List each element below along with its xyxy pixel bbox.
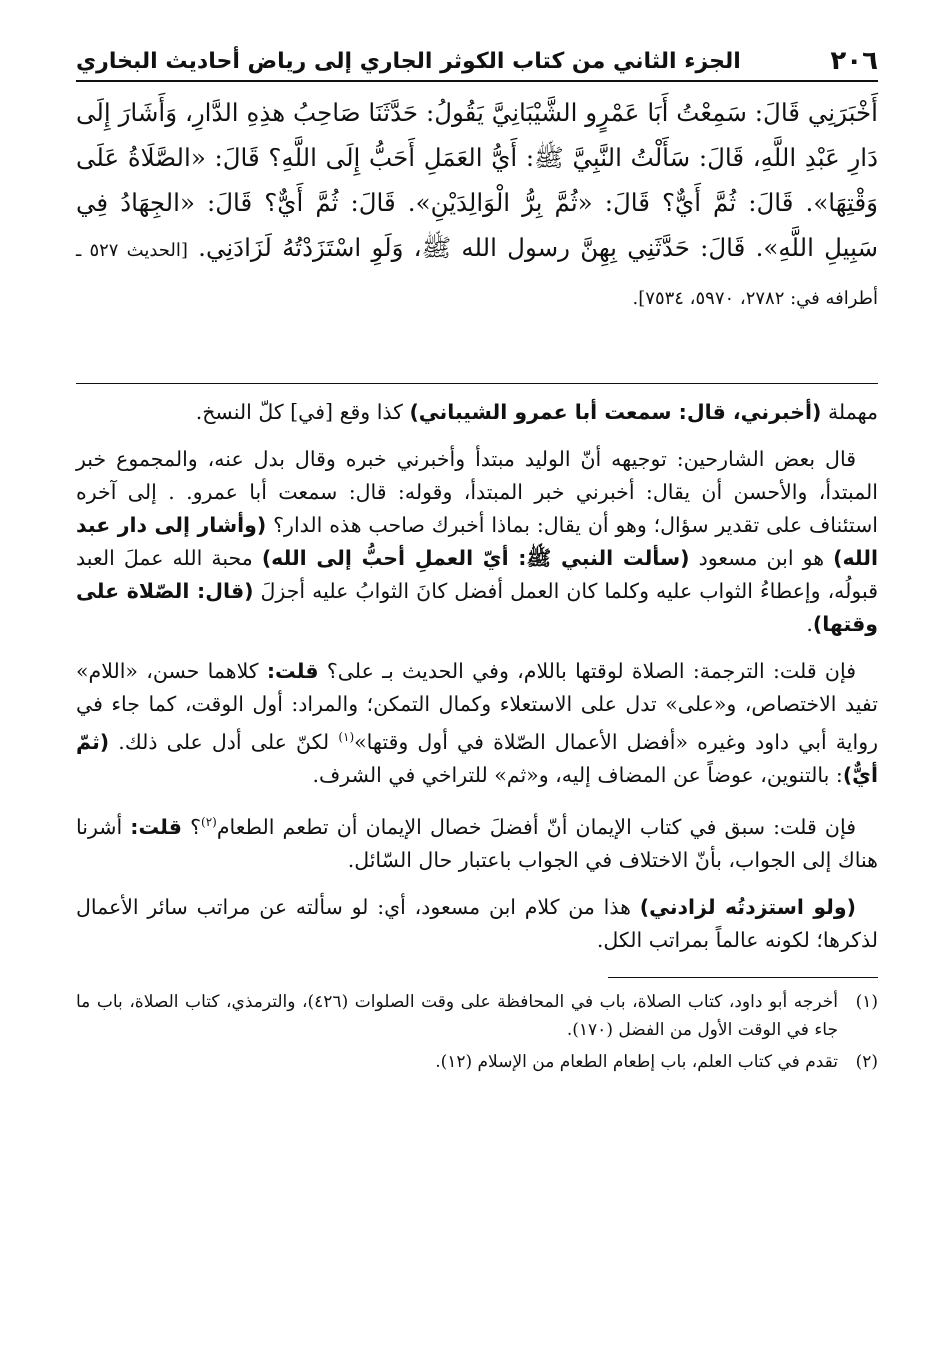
commentary-paragraph-2 — [76, 443, 878, 641]
running-title: الجزء الثاني من كتاب الكوثر الجاري إلى رياض أحاديث البخاري — [76, 49, 741, 74]
commentary-text: أشرنا هناك إلى الجواب، بأنّ الاختلاف في الجواب باعتبار حال السّائل. — [76, 814, 878, 872]
footnote-2 — [76, 1048, 878, 1076]
commentary-text: هو ابن مسعود — [689, 546, 834, 570]
footnote-number: (٢) — [855, 1051, 878, 1072]
commentary-text: . — [806, 612, 813, 636]
text-divider — [76, 383, 878, 384]
commentary-text: كلاهما حسن، «اللام» تفيد الاختصاص، و«على» تدل على الاستعلاء وكمال التمكن؛ والمراد: أول الوقت، كما جاء في رواية أبي داود وغيره «أفضل الأعمال الصّلاة في أول وقتها» — [76, 659, 878, 754]
commentary-bold-quote: (ولو استزدتُه لزادني) — [639, 894, 856, 919]
page-header — [76, 34, 878, 82]
commentary-paragraph-1 — [76, 396, 878, 429]
hadith-text-block — [76, 90, 878, 321]
commentary-paragraph-5 — [76, 891, 878, 957]
commentary-block — [76, 396, 878, 957]
hadith-text: أَخْبَرَنِي قَالَ: سَمِعْتُ أَبَا عَمْرٍو الشَّيْبَانِيَّ يَقُولُ: حَدَّثَنَا صَاحِبُ هذِهِ الدَّارِ، وَأَشَارَ إِلَى دَارِ عَبْدِ اللَّهِ، قَالَ: سَأَلْتُ النَّبِيَّ ﷺ: أَيُّ العَمَلِ أَحَبُّ إِلَى اللَّهِ؟ قَالَ: «الصَّلَاةُ عَلَى وَقْتِهَا». قَالَ: ثُمَّ أَيٌّ؟ قَالَ: «ثُمَّ بِرُّ الْوَالِدَيْنِ». قَالَ: ثُمَّ أَيٌّ؟ قَالَ: «الجِهَادُ فِي سَبِيلِ اللَّهِ». قَالَ: حَدَّثَنِي بِهِنَّ رسول الله ﷺ، وَلَوِ اسْتَزَدْتُهُ لَزَادَنِي. — [76, 98, 878, 262]
commentary-text: فإن قلت: سبق في كتاب الإيمان أنّ أفضلَ خصال الإيمان أن تطعم الطعام — [216, 814, 856, 839]
commentary-bold-quote: (أخبرني، قال: سمعت أبا عمرو الشيباني) — [409, 400, 822, 424]
footnote-number: (١) — [855, 991, 878, 1012]
commentary-bold-quote: قلت: — [266, 659, 319, 683]
commentary-text: قال بعض الشارحين: توجيهه أنّ الوليد مبتدأ وأخبرني خبره وقال بدل عنه، والمجموع خبر المبتدأ، والأحسن أن يقال: أخبرني خبر المبتدأ، وقوله: قال: سمعت أبا عمرو. . إلى آخره استئناف على تقدير سؤال؛ وهو أن يقال: بماذا أخبرك صاحب هذه الدار؟ — [76, 447, 878, 537]
commentary-bold-quote: (قال: الصّلاة على وقتها) — [76, 579, 878, 636]
footnote-text: تقدم في كتاب العلم، باب إطعام الطعام من الإسلام (١٢). — [435, 1051, 838, 1072]
commentary-text: : بالتنوين، عوضاً عن المضاف إليه، و«ثم» للتراخي في الشرف. — [312, 762, 843, 787]
footnote-1 — [76, 988, 878, 1044]
commentary-bold-quote: (سألت النبي ﷺ: أيّ العملِ أحبُّ إلى الله) — [261, 546, 690, 570]
commentary-bold-quote: (ثمّ أيٌّ) — [76, 729, 878, 787]
footnote-marker[interactable]: (١) — [338, 730, 355, 744]
commentary-text: كذا وقع [في] كلّ النسخ. — [195, 400, 410, 424]
footnote-text: أخرجه أبو داود، كتاب الصلاة، باب في المحافظة على وقت الصلوات (٤٢٦)، والترمذي، كتاب الصلاة، باب ما جاء في الوقت الأول من الفضل (١٧٠). — [76, 991, 838, 1040]
page-number: ٢٠٦ — [830, 46, 878, 76]
commentary-text: فإن قلت: الترجمة: الصلاة لوقتها باللام، وفي الحديث بـ على؟ — [318, 659, 856, 683]
commentary-text: هذا من كلام ابن مسعود، أي: لو سألته عن مراتب سائر الأعمال لذكرها؛ لكونه عالماً بمراتب الكل. — [76, 894, 878, 952]
footnotes-block — [76, 988, 878, 1076]
commentary-bold-quote: (وأشار إلى دار عبد الله) — [76, 513, 878, 570]
commentary-text: ؟ — [181, 814, 201, 839]
commentary-text: محبة الله عملَ العبد قبولُه، وإعطاءُ الثواب عليه وكلما كان العمل أفضل كانَ الثوابُ عليه أجزلَ — [76, 546, 878, 603]
commentary-text: مهملة — [821, 400, 878, 424]
commentary-bold-quote: قلت: — [130, 814, 182, 839]
commentary-text: لكنّ على أدل على ذلك. — [109, 729, 339, 754]
commentary-paragraph-4 — [76, 806, 878, 877]
footnote-divider — [608, 977, 878, 978]
footnote-marker[interactable]: (٢) — [201, 814, 217, 829]
hadith-reference: [الحديث ٥٢٧ ـ أطرافه في: ٢٧٨٢، ٥٩٧٠، ٧٥٣٤]. — [76, 240, 878, 309]
commentary-paragraph-3 — [76, 655, 878, 792]
